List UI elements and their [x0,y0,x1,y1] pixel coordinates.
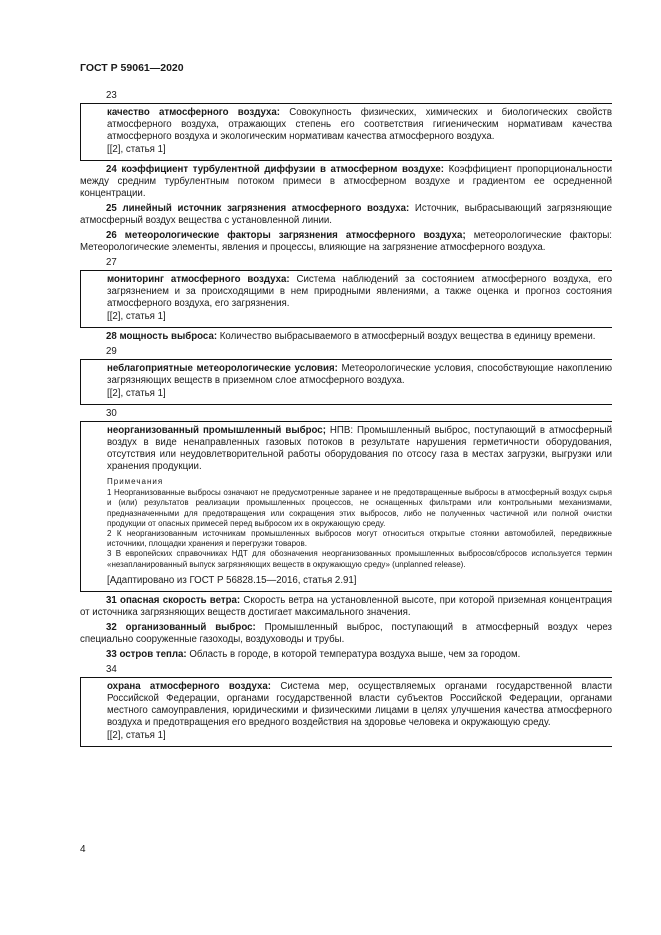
term-entry-28 [80,331,612,343]
term-box-34 [80,677,612,747]
term-definition: Метеорологические условия, способствующие накоплению загрязняющих веществ в приземном слое атмосферного воздуха. [107,363,612,386]
term-definition: Область в городе, в которой температура воздуха выше, чем за городом. [186,648,521,660]
term-name: 25 линейный источник загрязнения атмосферного воздуха: [106,203,410,214]
term-name: 28 мощность выброса: [106,331,218,342]
notes-block [107,477,612,570]
terms-column [80,90,612,747]
term-name: 26 метеорологические факторы загрязнения атмосферного воздуха; [106,230,466,241]
term-box-30 [80,421,612,592]
term-name: охрана атмосферного воздуха: [107,680,272,692]
entry-number: 29 [106,346,117,357]
term-name: 33 остров тепла: [106,648,187,660]
entry-number: 34 [106,663,117,675]
entry-number: 30 [106,408,117,419]
term-name: 31 опасная скорость ветра: [106,594,241,606]
term-definition: НПВ: Промышленный выброс, поступающий в атмосферный воздух в виде ненаправленных газовых потоков в результате нарушения герметичности оборудования, отсутствия или неудовлетворительной работы оборудования по отсосу газа в местах загрузки, выгрузки или хранения продукции. [107,425,612,472]
term-entry [107,425,612,473]
term-definition: Источник, выбрасывающий загрязняющие атмосферный воздух вещества с установленной линии. [80,203,612,226]
term-entry [107,107,612,143]
term-definition: метеорологические факторы: Метеорологические элементы, явления и процессы, влияющие на загрязнение атмосферного воздуха. [80,230,612,253]
page-number: 4 [80,844,86,855]
term-definition: Система мер, осуществляемых органами государственной власти Российской Федерации, органами государственной власти субъектов Российской Федерации, органами местного самоуправления, юридическими и физическими лицами в целях улучшения качества атмосферного воздуха и предотвращения его вредного воздействия на здоровье человека и окружающую среду. [107,680,613,728]
term-entry-32 [80,622,612,646]
term-name: неорганизованный промышленный выброс; [107,425,326,436]
term-definition: Скорость ветра на установленной высоте, при которой приземная концентрация от источника загрязняющих веществ достигает максимального значения. [80,594,612,618]
entry-number: 23 [106,90,117,101]
term-entry-31 [80,595,612,619]
term-entry-25 [80,203,612,227]
term-box-27 [80,270,612,328]
term-entry [107,363,612,387]
term-entry-26 [80,230,612,254]
term-definition: Количество выбрасываемого в атмосферный воздух вещества в единицу времени. [217,331,596,342]
document-header: ГОСТ Р 59061—2020 [80,62,184,74]
term-entry [107,274,612,310]
term-name: качество атмосферного воздуха: [107,107,281,118]
term-definition: Система наблюдений за состоянием атмосферного воздуха, его загрязнением и за происходящими в нем природными явлениями, а также оценка и прогноз состояния атмосферного воздуха, его загрязнения. [107,274,612,309]
term-name: 24 коэффициент турбулентной диффузии в атмосферном воздухе: [106,164,444,175]
term-definition: Коэффициент пропорциональности между средним турбулентным потоком примеси в атмосферном воздухе и градиентом ее осредненной концентрации. [80,164,612,199]
term-box-23 [80,103,612,161]
notes-heading: Примечания [107,477,164,486]
entry-number: 27 [106,257,117,268]
term-entry-33 [80,649,612,661]
term-source: [[2], статья 1] [107,729,166,741]
term-source: [Адаптировано из ГОСТ Р 56828.15—2016, статья 2.91] [107,574,357,586]
term-entry [107,681,612,729]
note-3: 3 В европейских справочниках НДТ для обозначения неорганизованных промышленных выбросов/сбросов используется термин «незапланированный выпуск загрязняющих веществ в окружающую среду» (unplanned release). [107,549,612,569]
note-2: 2 К неорганизованным источникам промышленных выбросов могут относиться открытые стоянки автомобилей, передвижные источники, площадки хранения и перегрузки товаров. [107,529,612,549]
term-name: мониторинг атмосферного воздуха: [107,274,290,285]
term-name: неблагоприятные метеорологические условия: [107,363,338,374]
term-entry-24 [80,164,612,200]
term-box-29 [80,359,612,405]
term-source: [[2], статья 1] [107,311,166,322]
note-1: 1 Неорганизованные выбросы означают не предусмотренные заранее и не предотвращенные выбросы в атмосферный воздух сырья и (или) результатов реализации промышленных процессов, не оснащенных фильтрами или контрольными механизмами, предназначенными для предотвращения или сокращения этих выбросов, либо не полученных частичной или полной очистки продукции от опасных примесей перед выбросом их в окружающую среду. [107,488,612,528]
term-definition: Промышленный выброс, поступающий в атмосферный воздух через специально сооруженные газоходы, воздуховоды и трубы. [80,621,612,645]
term-source: [[2], статья 1] [107,388,166,399]
term-definition: Совокупность физических, химических и биологических свойств атмосферного воздуха, отражающих степень его соответствия гигиеническим нормативам качества атмосферного воздуха и экологическим нормативам качества атмосферного воздуха. [107,107,612,142]
term-name: 32 организованный выброс: [106,621,256,633]
term-source: [[2], статья 1] [107,144,166,155]
